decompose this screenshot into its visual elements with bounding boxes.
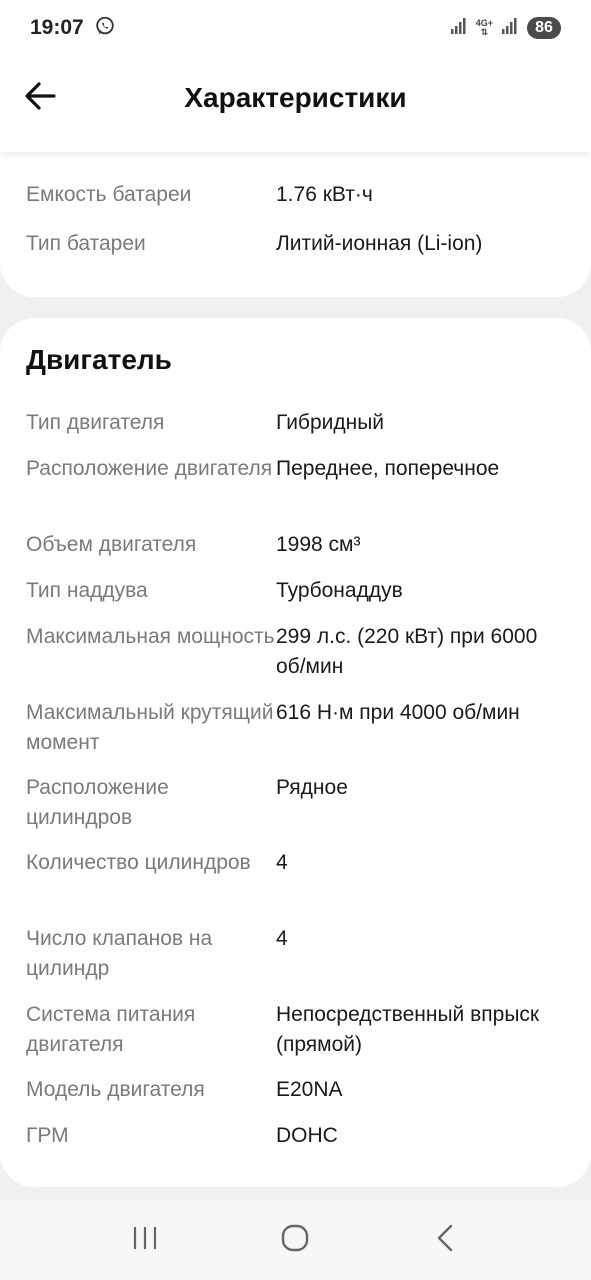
battery-card (0, 152, 591, 297)
spec-value: 1.76 кВт·ч (276, 183, 373, 206)
spec-label: Тип двигателя (26, 411, 165, 434)
battery-indicator: 86 (527, 17, 561, 39)
spec-row (26, 530, 571, 560)
spec-label: Емкость батареи (26, 183, 192, 206)
app-bar (0, 56, 591, 152)
home-button[interactable] (265, 1210, 325, 1270)
whatsapp-icon (94, 15, 116, 42)
spec-value: 616 Н·м при 4000 об/мин (276, 701, 520, 724)
spec-row (26, 698, 571, 758)
spec-row (26, 1075, 571, 1105)
network-type: 4G+ ⇅ (475, 18, 493, 37)
home-icon (279, 1222, 311, 1259)
spec-label: Система питания двигателя (26, 1003, 196, 1056)
status-bar (0, 0, 591, 56)
spec-row (26, 408, 571, 438)
spec-value: 4 (276, 851, 288, 874)
signal-icon (501, 17, 519, 40)
spec-row (26, 576, 571, 606)
engine-card (0, 318, 591, 1187)
spec-value: DOHC (276, 1124, 338, 1147)
spec-value: 4 (276, 927, 288, 950)
signal-icon (450, 17, 468, 40)
spec-label: Тип батареи (26, 232, 146, 255)
spec-row (26, 1121, 571, 1151)
spec-row (26, 848, 571, 878)
spec-label: Модель двигателя (26, 1078, 205, 1101)
nav-back-button[interactable] (416, 1210, 476, 1270)
spec-value: Гибридный (276, 411, 385, 434)
spec-value: Рядное (276, 776, 348, 799)
spec-label: Количество цилиндров (26, 851, 251, 874)
spec-row (26, 622, 571, 682)
spec-row (26, 180, 571, 210)
status-time: 19:07 (30, 16, 84, 39)
spec-row (26, 924, 571, 984)
recent-apps-icon (130, 1223, 160, 1258)
spec-row (26, 773, 571, 833)
page-title: Характеристики (184, 82, 407, 113)
spec-value: Непосредственный впрыск (прямой) (276, 1003, 540, 1056)
spec-row (26, 454, 571, 484)
recent-apps-button[interactable] (115, 1210, 175, 1270)
spec-value: Литий-ионная (Li-ion) (276, 232, 483, 255)
spec-label: Объем двигателя (26, 533, 197, 556)
spec-label: Расположение цилиндров (26, 776, 169, 829)
spec-label: Число клапанов на цилиндр (26, 927, 213, 980)
spec-value: Переднее, поперечное (276, 457, 500, 480)
spec-value: Турбонаддув (276, 579, 403, 602)
spec-row (26, 1000, 571, 1060)
spec-label: Тип наддува (26, 579, 148, 602)
spec-value: 1998 см³ (276, 533, 361, 556)
spec-value: 299 л.с. (220 кВт) при 6000 об/мин (276, 625, 538, 678)
spec-label: ГРМ (26, 1124, 69, 1147)
spec-label: Максимальный крутящий момент (26, 701, 274, 754)
back-chevron-icon (431, 1223, 461, 1258)
spec-label: Расположение двигателя (26, 457, 273, 480)
section-title: Двигатель (26, 344, 172, 375)
system-nav-bar (0, 1200, 591, 1280)
spec-label: Максимальная мощность (26, 625, 275, 648)
spec-row (26, 229, 571, 259)
spec-value: E20NA (276, 1078, 343, 1101)
